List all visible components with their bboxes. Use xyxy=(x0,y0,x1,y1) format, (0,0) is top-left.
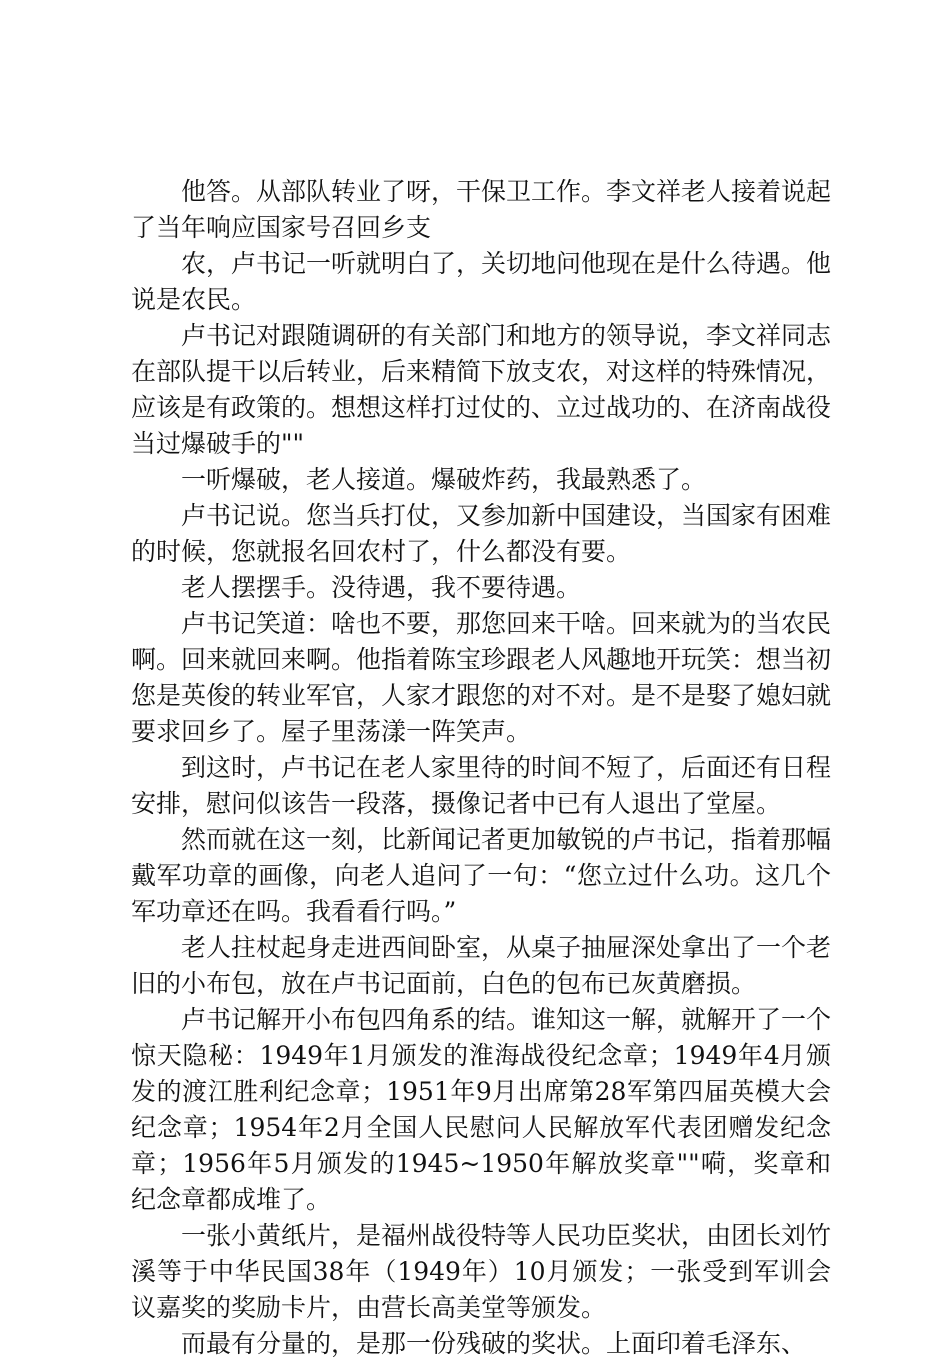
paragraph: 老人摆摆手。没待遇，我不要待遇。 xyxy=(181,573,582,602)
paragraph: 农，卢书记一听就明白了，关切地问他现在是什么待遇。他说是农民。 xyxy=(131,249,832,314)
paragraph: 他答。从部队转业了呀，干保卫工作。李文祥老人接着说起了当年响应国家号召回乡支 xyxy=(131,177,832,242)
paragraph: 然而就在这一刻，比新闻记者更加敏锐的卢书记，指着那幅戴军功章的画像，向老人追问了一句：“您立过什么功。这几个军功章还在吗。我看看行吗。” xyxy=(131,825,832,926)
paragraph: 老人拄杖起身走进西间卧室，从桌子抽屉深处拿出了一个老旧的小布包，放在卢书记面前，白色的包布已灰黄磨损。 xyxy=(131,933,832,998)
paragraph: 到这时，卢书记在老人家里待的时间不短了，后面还有日程安排，慰问似该告一段落，摄像记者中已有人退出了堂屋。 xyxy=(131,753,832,818)
body-text xyxy=(131,174,831,1362)
paragraph: 一听爆破，老人接道。爆破炸药，我最熟悉了。 xyxy=(181,465,707,494)
paragraph: 卢书记对跟随调研的有关部门和地方的领导说，李文祥同志在部队提干以后转业，后来精简下放支农，对这样的特殊情况，应该是有政策的。想想这样打过仗的、立过战功的、在济南战役当过爆破手的"" xyxy=(131,321,832,458)
paragraph: 一张小黄纸片，是福州战役特等人民功臣奖状，由团长刘竹溪等于中华民国38年（1949年）10月颁发；一张受到军训会议嘉奖的奖励卡片，由营长高美堂等颁发。 xyxy=(131,1221,832,1322)
paragraph: 卢书记说。您当兵打仗，又参加新中国建设，当国家有困难的时候，您就报名回农村了，什么都没有要。 xyxy=(131,501,832,566)
paragraph: 卢书记解开小布包四角系的结。谁知这一解，就解开了一个惊天隐秘：1949年1月颁发的淮海战役纪念章；1949年4月颁发的渡江胜利纪念章；1951年9月出席第28军第四届英模大会纪念章；1954年2月全国人民慰问人民解放军代表团赠发纪念章；1956年5月颁发的1945~1950年解放奖章""嗬，奖章和纪念章都成堆了。 xyxy=(131,1005,832,1214)
paragraph: 卢书记笑道：啥也不要，那您回来干啥。回来就为的当农民啊。回来就回来啊。他指着陈宝珍跟老人风趣地开玩笑：想当初您是英俊的转业军官，人家才跟您的对不对。是不是娶了媳妇就要求回乡了。屋子里荡漾一阵笑声。 xyxy=(131,609,832,746)
paragraph: 而最有分量的，是那一份残破的奖状。上面印着毛泽东、 xyxy=(181,1329,807,1358)
